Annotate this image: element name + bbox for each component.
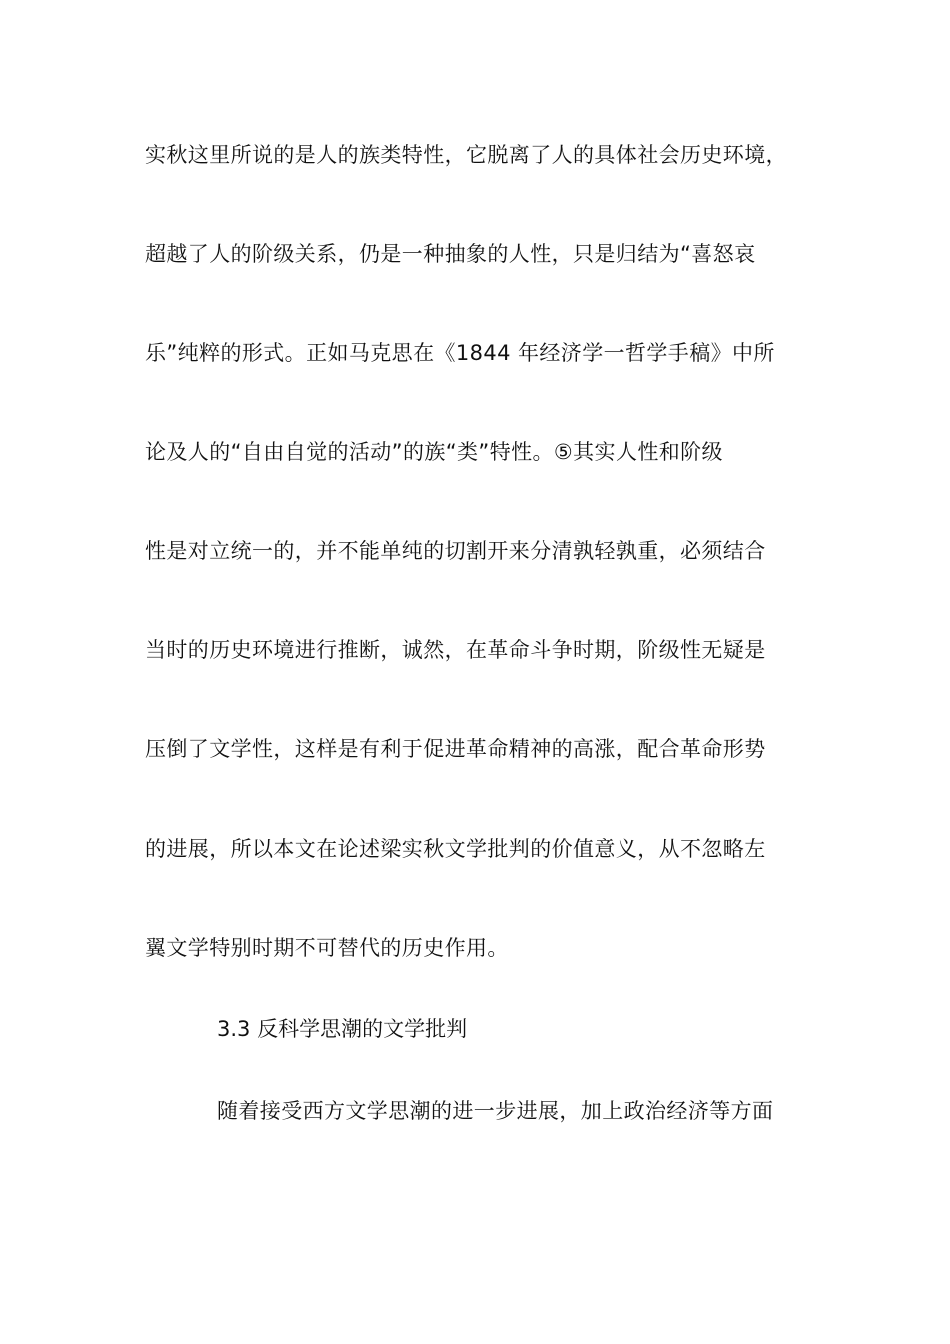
next-paragraph-line-1: 随着接受西方文学思潮的进一步进展，加上政治经济等方面 [217, 1099, 774, 1123]
paragraph-line-5: 性是对立统一的，并不能单纯的切割开来分清孰轻孰重，必须结合 [145, 539, 766, 563]
paragraph-line-3: 乐”纯粹的形式。正如马克思在《1844 年经济学一哲学手稿》中所 [145, 341, 775, 365]
paragraph-line-4: 论及人的“自由自觉的活动”的族“类”特性。⑤其实人性和阶级 [145, 440, 723, 464]
paragraph-line-9: 翼文学特别时期不可替代的历史作用。 [145, 936, 509, 960]
paragraph-line-8: 的进展，所以本文在论述梁实秋文学批判的价值意义，从不忽略左 [145, 837, 766, 861]
paragraph-line-6: 当时的历史环境进行推断，诚然，在革命斗争时期，阶级性无疑是 [145, 638, 766, 662]
paragraph-line-2: 超越了人的阶级关系，仍是一种抽象的人性，只是归结为“喜怒哀 [145, 242, 756, 266]
paragraph-line-7: 压倒了文学性，这样是有利于促进革命精神的高涨，配合革命形势 [145, 737, 766, 761]
section-heading: 3.3 反科学思潮的文学批判 [217, 1017, 468, 1041]
paragraph-line-1: 实秋这里所说的是人的族类特性，它脱离了人的具体社会历史环境， [145, 143, 787, 167]
